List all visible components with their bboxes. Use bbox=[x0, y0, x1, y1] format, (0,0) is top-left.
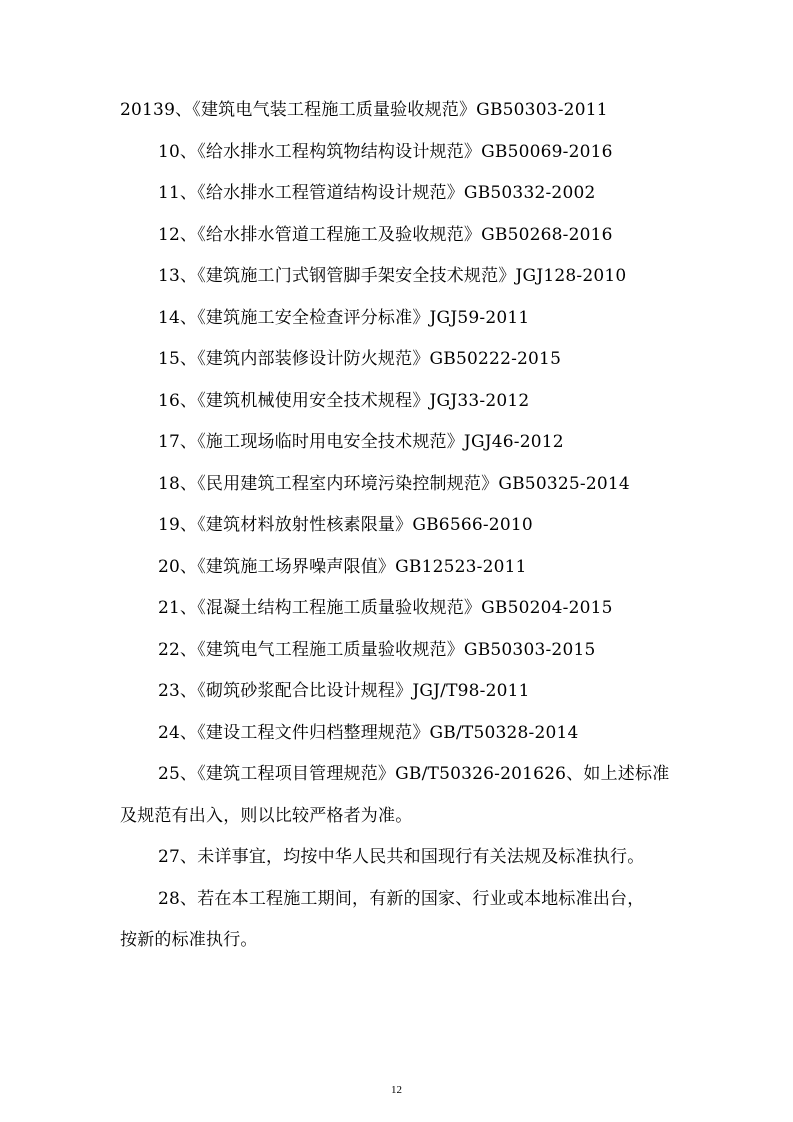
text-line: 23、《砌筑砂浆配合比设计规程》JGJ/T98-2011 bbox=[158, 681, 530, 701]
text-line: 15、《建筑内部装修设计防火规范》GB50222-2015 bbox=[158, 349, 562, 369]
text-line: 27、未详事宜，均按中华人民共和国现行有关法规及标准执行。 bbox=[158, 847, 645, 867]
text-line: 11、《给水排水工程管道结构设计规范》GB50332-2002 bbox=[158, 183, 596, 203]
text-line: 25、《建筑工程项目管理规范》GB/T50326-201626、如上述标准 bbox=[158, 764, 670, 784]
text-line: 22、《建筑电气工程施工质量验收规范》GB50303-2015 bbox=[158, 640, 596, 660]
text-line: 按新的标准执行。 bbox=[120, 930, 258, 950]
text-line: 12、《给水排水管道工程施工及验收规范》GB50268-2016 bbox=[158, 225, 613, 245]
text-line: 28、若在本工程施工期间，有新的国家、行业或本地标准出台， bbox=[158, 889, 645, 909]
text-line: 24、《建设工程文件归档整理规范》GB/T50328-2014 bbox=[158, 723, 579, 743]
text-line: 14、《建筑施工安全检查评分标准》JGJ59-2011 bbox=[158, 308, 530, 328]
text-line: 21、《混凝土结构工程施工质量验收规范》GB50204-2015 bbox=[158, 598, 613, 618]
text-line: 17、《施工现场临时用电安全技术规范》JGJ46-2012 bbox=[158, 432, 564, 452]
text-line: 16、《建筑机械使用安全技术规程》JGJ33-2012 bbox=[158, 391, 530, 411]
text-line: 10、《给水排水工程构筑物结构设计规范》GB50069-2016 bbox=[158, 142, 613, 162]
text-line: 18、《民用建筑工程室内环境污染控制规范》GB50325-2014 bbox=[158, 474, 630, 494]
text-line: 20、《建筑施工场界噪声限值》GB12523-2011 bbox=[158, 557, 527, 577]
text-line: 19、《建筑材料放射性核素限量》GB6566-2010 bbox=[158, 515, 533, 535]
text-line: 及规范有出入，则以比较严格者为准。 bbox=[120, 806, 413, 826]
page-number: 12 bbox=[391, 1084, 402, 1096]
text-line: 13、《建筑施工门式钢管脚手架安全技术规范》JGJ128-2010 bbox=[158, 266, 627, 286]
text-line: 20139、《建筑电气装工程施工质量验收规范》GB50303-2011 bbox=[120, 100, 608, 120]
